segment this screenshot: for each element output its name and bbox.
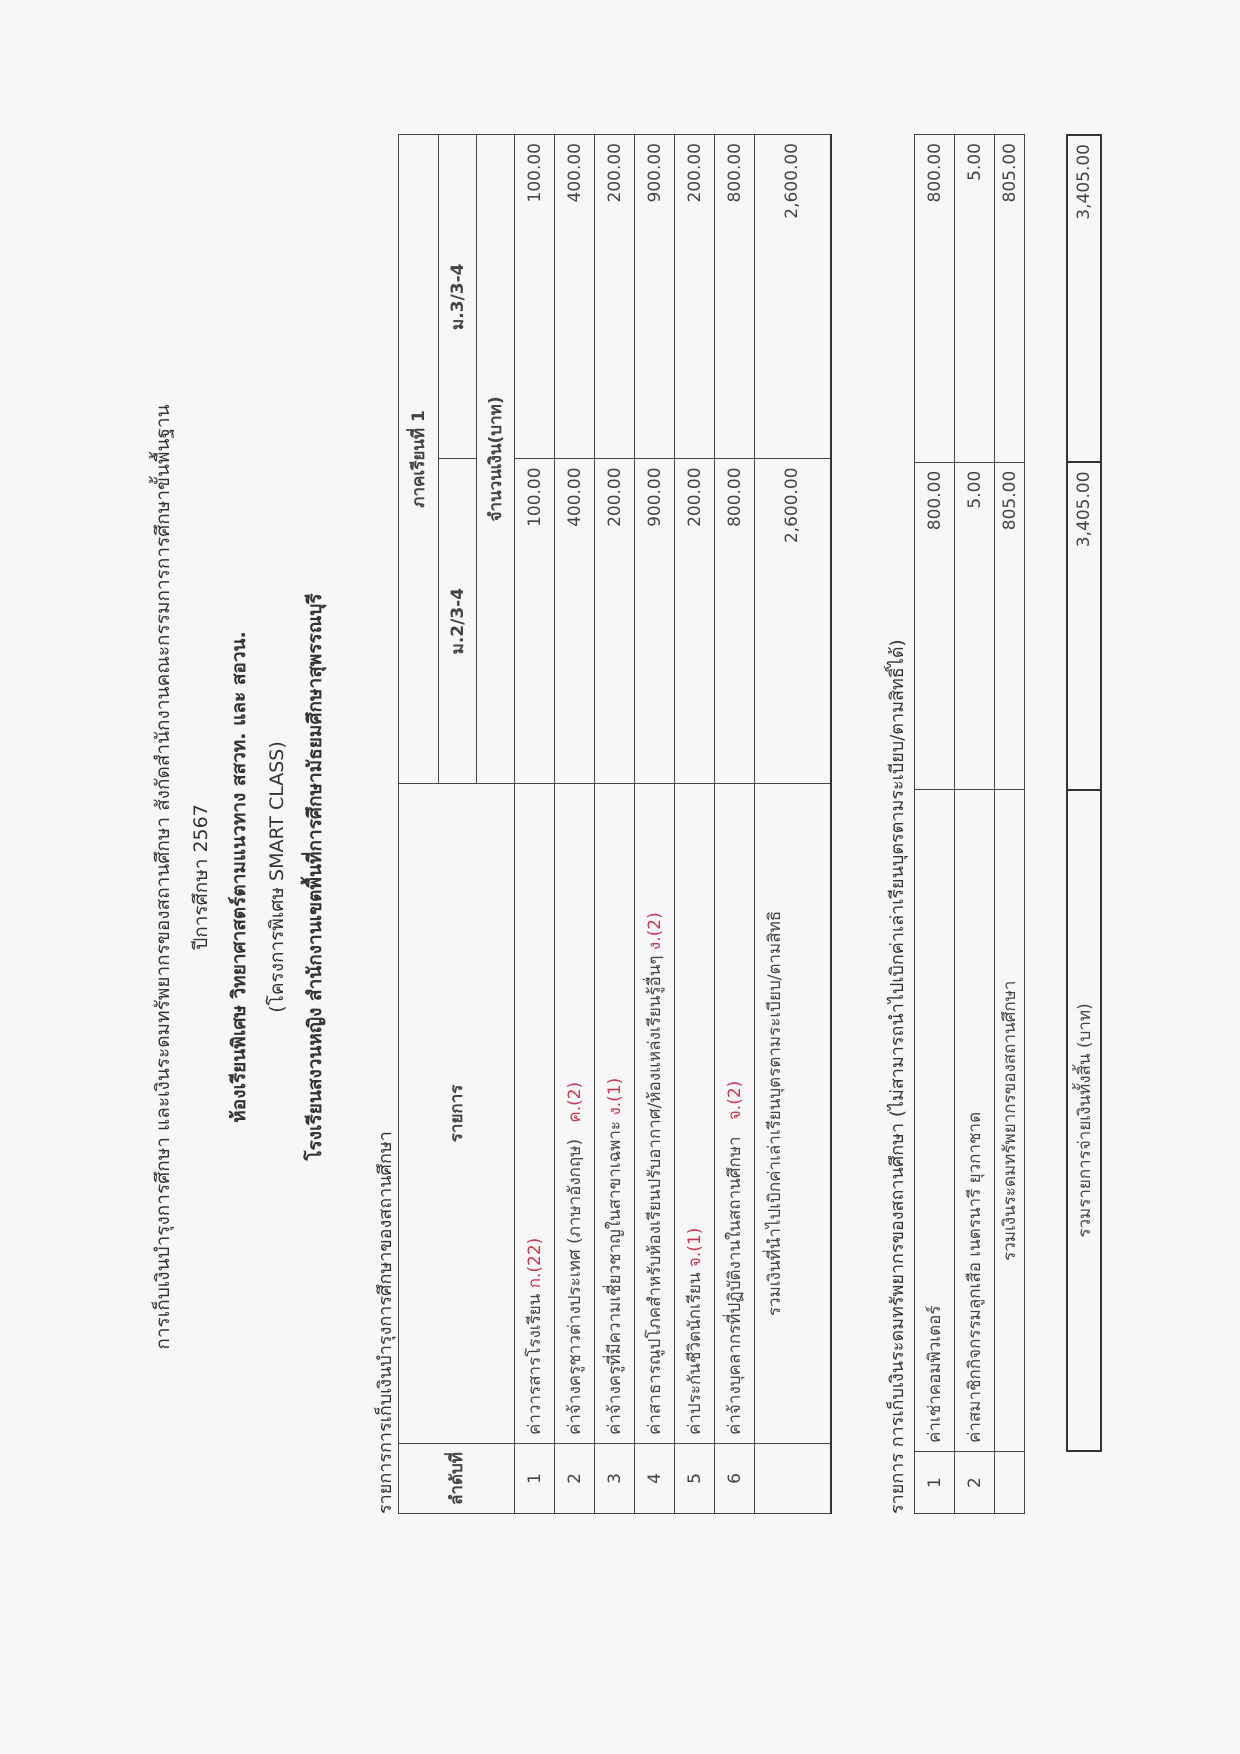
row-amount-m3: 800.00 bbox=[715, 135, 755, 459]
row-item: ค่าจ้างบุคลากรที่ปฏิบัติงานในสถานศึกษา จ.(2) bbox=[715, 783, 755, 1443]
row-no: 1 bbox=[515, 1443, 555, 1513]
row-code: ค.(2) bbox=[565, 1081, 585, 1123]
row-amount-m3: 200.00 bbox=[595, 135, 635, 459]
row-code: ง.(1) bbox=[605, 1077, 625, 1116]
grade-header-m3: ม.3/3-4 bbox=[439, 135, 477, 459]
row-code: ก.(22) bbox=[525, 1237, 545, 1289]
table-row bbox=[555, 135, 595, 1514]
row-amount-m2: 800.00 bbox=[915, 462, 955, 790]
term-header: ภาคเรียนที่ 1 bbox=[399, 135, 439, 784]
row-code: ง.(2) bbox=[645, 912, 665, 951]
amount-header: จำนวนเงิน(บาท) bbox=[477, 135, 515, 784]
row-no: 3 bbox=[595, 1443, 635, 1513]
row-item: ค่าเช่าคอมพิวเตอร์ bbox=[915, 790, 955, 1452]
table-row bbox=[635, 135, 675, 1514]
table-row bbox=[515, 135, 555, 1514]
row-amount-m2: 400.00 bbox=[555, 459, 595, 783]
row-amount-m2: 200.00 bbox=[595, 459, 635, 783]
doc-title-line1: การเก็บเงินบำรุงการศึกษา และเงินระดมทรัพยากรของสถานศึกษา สังกัดสำนักงานคณะกรรมการการศึกษาขั้นพื้นฐาน bbox=[152, 404, 174, 1350]
subtotal-m3: 805.00 bbox=[995, 135, 1025, 463]
row-amount-m2: 200.00 bbox=[675, 459, 715, 783]
table-row bbox=[915, 135, 955, 1514]
subtotal-label: รวมเงินระดมทรัพยากรของสถานศึกษา bbox=[995, 790, 1025, 1452]
row-no: 4 bbox=[635, 1443, 675, 1513]
row-amount-m3: 900.00 bbox=[635, 135, 675, 459]
row-amount-m3: 100.00 bbox=[515, 135, 555, 459]
doc-title-school: โรงเรียนสงวนหญิง สำนักงานเขตพื้นที่การศึกษามัธยมศึกษาสุพรรณบุรี bbox=[304, 593, 326, 1161]
section2-caption: รายการ การเก็บเงินระดมทรัพยากรของสถานศึกษา (ไม่สามารถนำไปเบิกค่าเล่าเรียนบุตรตามระเบียบ/ตามสิทธิ์ได้) bbox=[887, 639, 908, 1514]
resource-table bbox=[914, 134, 1025, 1514]
row-no: 5 bbox=[675, 1443, 715, 1513]
row-amount-m2: 900.00 bbox=[635, 459, 675, 783]
subtotal-m2: 2,600.00 bbox=[755, 459, 831, 783]
row-amount-m3: 5.00 bbox=[955, 135, 995, 463]
grand-total-m2: 3,405.00 bbox=[1067, 462, 1101, 789]
doc-title-program: ห้องเรียนพิเศษ วิทยาศาสตร์ตามแนวทาง สสวท. และ สอวน. bbox=[228, 631, 250, 1123]
row-amount-m2: 100.00 bbox=[515, 459, 555, 783]
subtotal-m3: 2,600.00 bbox=[755, 135, 831, 459]
table-row bbox=[675, 135, 715, 1514]
doc-title-year: ปีการศึกษา 2567 bbox=[190, 804, 212, 950]
grand-total-table bbox=[1066, 134, 1102, 1452]
section1-caption: รายการการเก็บเงินบำรุงการศึกษาของสถานศึกษา bbox=[375, 1131, 396, 1514]
row-item: ค่าวารสารโรงเรียน ก.(22) bbox=[515, 783, 555, 1443]
subtotal-m2: 805.00 bbox=[995, 462, 1025, 790]
row-item: ค่าประกันชีวิตนักเรียน จ.(1) bbox=[675, 783, 715, 1443]
grand-total-label: รวมรายการจ่ายเงินทั้งสิ้น (บาท) bbox=[1067, 790, 1101, 1451]
table-row bbox=[715, 135, 755, 1514]
row-code: จ.(1) bbox=[685, 1227, 705, 1268]
row-amount-m3: 400.00 bbox=[555, 135, 595, 459]
row-item: ค่าสมาชิกกิจกรรมลูกเสือ เนตรนารี ยุวกาชาด bbox=[955, 790, 995, 1452]
row-code: จ.(2) bbox=[725, 1080, 745, 1121]
row-no: 6 bbox=[715, 1443, 755, 1513]
row-item: ค่าสาธารณูปโภคสำหรับห้องเรียนปรับอากาศ/ห้องแหล่งเรียนรู้อื่นๆ ง.(2) bbox=[635, 783, 675, 1443]
grand-total-m3: 3,405.00 bbox=[1067, 135, 1101, 462]
row-amount-m2: 800.00 bbox=[715, 459, 755, 783]
row-no: 1 bbox=[915, 1452, 955, 1514]
subtotal-row bbox=[755, 135, 831, 1514]
table-row bbox=[955, 135, 995, 1514]
row-no: 2 bbox=[555, 1443, 595, 1513]
grand-total-row bbox=[1067, 135, 1101, 1451]
row-no: 2 bbox=[955, 1452, 995, 1514]
row-item: ค่าจ้างครูชาวต่างประเทศ (ภาษาอังกฤษ) ค.(2) bbox=[555, 783, 595, 1443]
col-no-header: ลำดับที่ bbox=[399, 1443, 515, 1513]
subtotal-label: รวมเงินที่นำไปเบิกค่าเล่าเรียนบุตรตามระเบียบ/ตามสิทธิ bbox=[755, 783, 831, 1443]
doc-title-project: (โครงการพิเศษ SMART CLASS) bbox=[266, 741, 288, 1013]
col-item-header: รายการ bbox=[399, 783, 515, 1443]
grade-header-m2: ม.2/3-4 bbox=[439, 459, 477, 783]
row-item: ค่าจ้างครูที่มีความเชี่ยวชาญในสาขาเฉพาะ ง.(1) bbox=[595, 783, 635, 1443]
table-row bbox=[595, 135, 635, 1514]
row-amount-m3: 200.00 bbox=[675, 135, 715, 459]
fee-table bbox=[398, 134, 832, 1514]
row-amount-m2: 5.00 bbox=[955, 462, 995, 790]
row-amount-m3: 800.00 bbox=[915, 135, 955, 463]
subtotal-row bbox=[995, 135, 1025, 1514]
